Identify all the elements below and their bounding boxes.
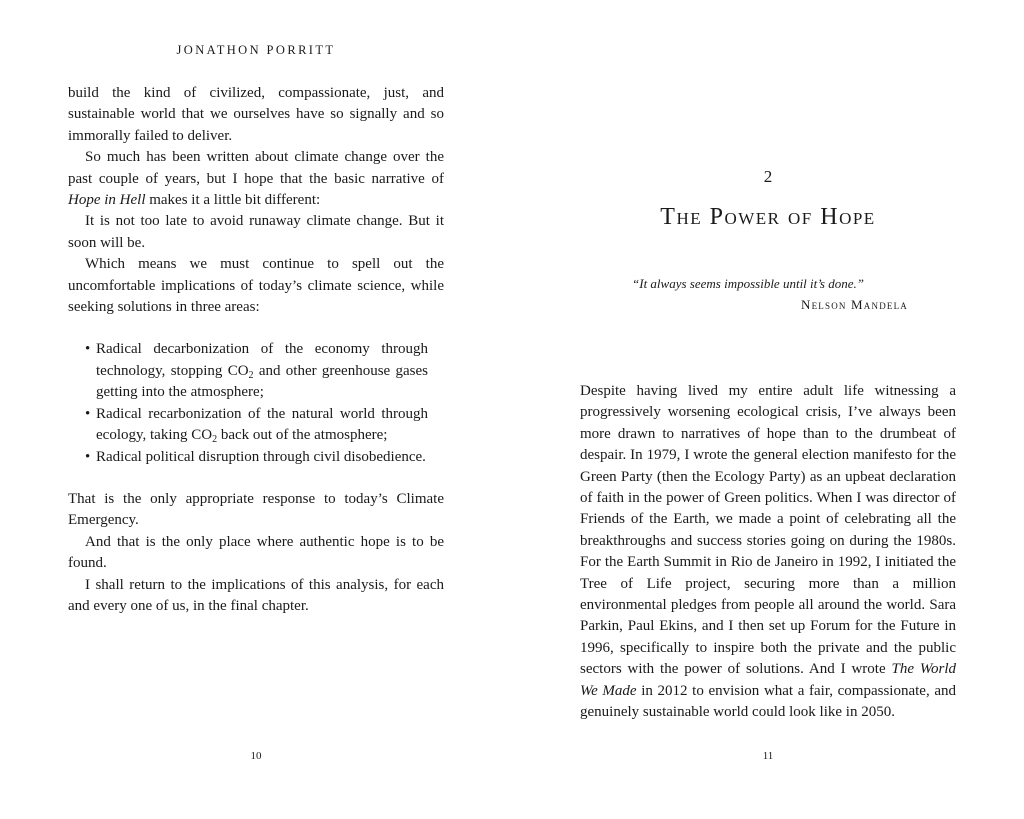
bullet-icon: • xyxy=(85,341,91,358)
paragraph: And that is the only place where authentic hope is to be found. xyxy=(68,533,444,572)
page-number: 11 xyxy=(762,750,774,762)
right-page xyxy=(512,0,1024,819)
chapter-number: 2 xyxy=(763,167,773,186)
bullet-icon: • xyxy=(85,448,91,465)
paragraph: Which means we must continue to spell out the uncomfortable implications of today’s climate science, while seeking solutions in three areas: xyxy=(68,256,444,316)
right-body-text xyxy=(580,381,956,724)
page-number: 10 xyxy=(250,750,262,762)
book-title: Hope in Hell xyxy=(68,192,146,209)
chapter-title: The Power of Hope xyxy=(660,204,876,230)
list-item: • Radical recarbonization of the natural world through ecology, taking $CO_2$ back out of the atmosphere; xyxy=(85,405,428,446)
book-title: The World We Made xyxy=(580,661,956,699)
epigraph-quote: “It always seems impossible until it’s done.” xyxy=(632,276,864,291)
running-head: JONATHON PORRITT xyxy=(176,43,336,57)
paragraph: build the kind of civilized, compassionate, just, and sustainable world that we ourselves have so signally and so immorally failed to deliver. xyxy=(68,85,444,144)
paragraph: So much has been written about climate change over the past couple of years, but I hope that the basic narrative of Hope in Hell makes it a little bit different: xyxy=(68,149,444,209)
list-item: • Radical decarbonization of the economy through technology, stopping $CO_2$ and other greenhouse gases getting into the atmosphere; xyxy=(85,341,428,401)
bullet-list xyxy=(68,339,428,467)
paragraph: I shall return to the implications of this analysis, for each and every one of us, in the final chapter. xyxy=(68,576,444,614)
bullet-icon: • xyxy=(85,405,91,422)
epigraph-source: Nelson Mandela xyxy=(801,297,908,312)
paragraph: That is the only appropriate response to today’s Climate Emergency. xyxy=(68,490,444,529)
left-body-text xyxy=(68,83,444,617)
paragraph: Despite having lived my entire adult life witnessing a progressively worsening ecological crisis, I’ve always been more drawn to narratives of hope than to the drumbeat of despair. In 1979, I wrote the general election manifesto for the Green Party (then the Ecology Party) as an upbeat declaration of faith in the power of Green politics. When I was director of Friends of the Earth, we made a point of celebrating all the breakthroughs and success stories going on during the 1980s. For the Earth Summit in Rio de Janeiro in 1992, I initiated the Tree of Life project, securing more than a million environmental pledges from people all around the world. Sara Parkin, Paul Ekins, and I then set up Forum for the Future in 1996, specifically to inspire both the private and the public sectors with the power of solutions. And I wrote The World We Made in 2012 to envision what a fair, compassionate, and genuinely sustainable world could look like in 2050. xyxy=(580,383,956,721)
list-item: • Radical political disruption through civil disobedience. xyxy=(85,447,428,468)
paragraph: It is not too late to avoid runaway climate change. But it soon will be. xyxy=(68,213,444,251)
